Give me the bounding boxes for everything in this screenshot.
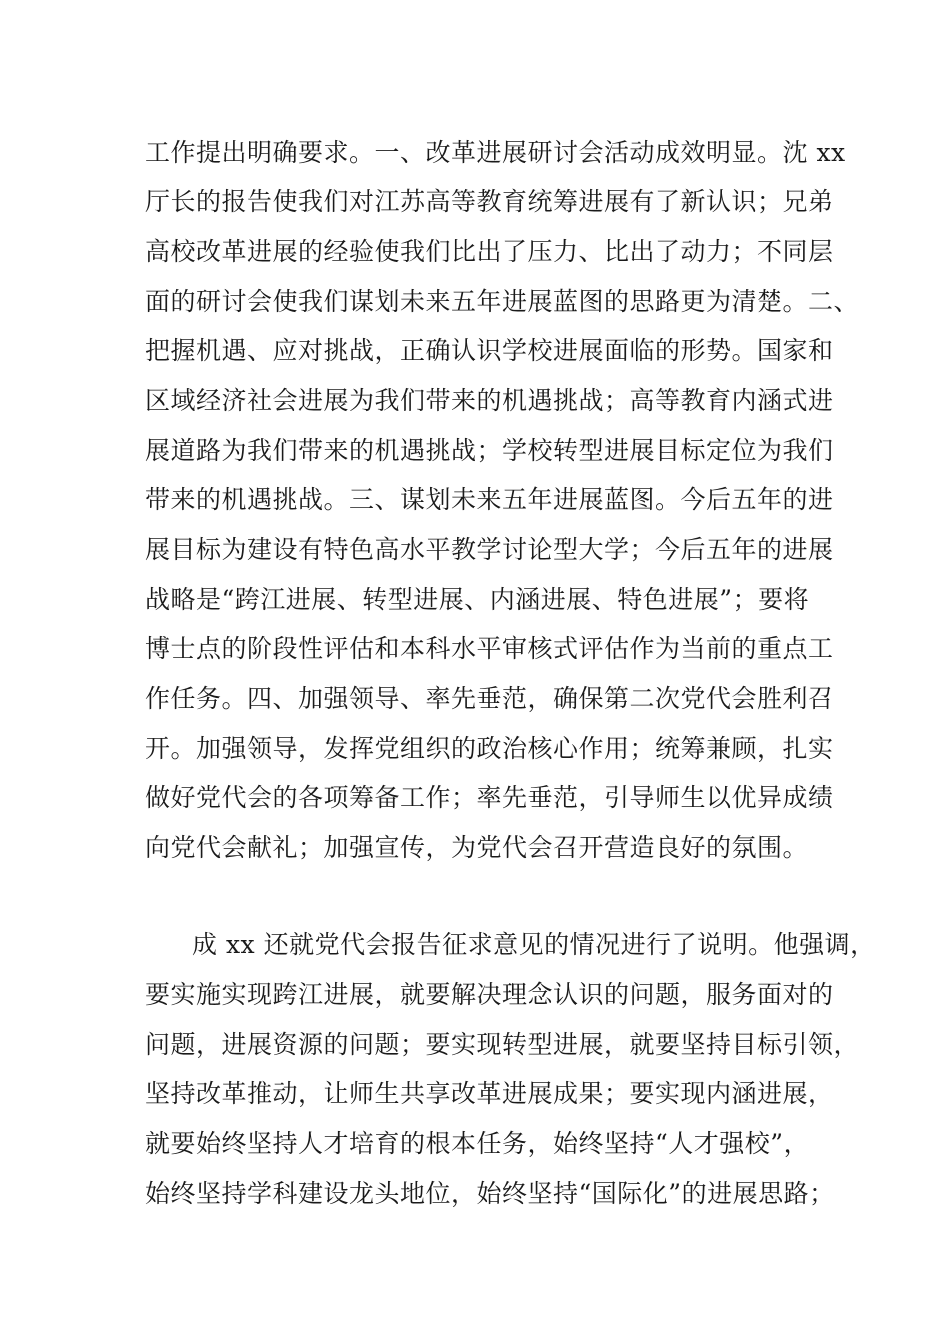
text-line: 把握机遇、应对挑战，正确认识学校进展面临的形势。国家和 bbox=[145, 336, 834, 365]
text-line: 高校改革进展的经验使我们比出了压力、比出了动力；不同层 bbox=[145, 237, 834, 266]
text-line: 向党代会献礼；加强宣传，为党代会召开营造良好的氛围。 bbox=[145, 833, 809, 862]
text-line: 带来的机遇挑战。三、谋划未来五年进展蓝图。今后五年的进 bbox=[145, 485, 834, 514]
text-line: 展目标为建设有特色高水平教学讨论型大学；今后五年的进展 bbox=[145, 535, 834, 564]
text-line: 成 xx 还就党代会报告征求意见的情况进行了说明。他强调， bbox=[192, 930, 876, 959]
text-line: 展道路为我们带来的机遇挑战；学校转型进展目标定位为我们 bbox=[145, 436, 834, 465]
text-line: 博士点的阶段性评估和本科水平审核式评估作为当前的重点工 bbox=[145, 634, 834, 663]
text-line: 工作提出明确要求。一、改革进展研讨会活动成效明显。沈 xx bbox=[145, 138, 846, 167]
text-line: 开。加强领导，发挥党组织的政治核心作用；统筹兼顾，扎实 bbox=[145, 734, 834, 763]
text-line: 始终坚持学科建设龙头地位，始终坚持“国际化”的进展思路； bbox=[145, 1179, 835, 1208]
text-line: 面的研讨会使我们谋划未来五年进展蓝图的思路更为清楚。二、 bbox=[145, 287, 860, 316]
text-line: 坚持改革推动，让师生共享改革进展成果；要实现内涵进展， bbox=[145, 1079, 834, 1108]
text-line: 区域经济社会进展为我们带来的机遇挑战；高等教育内涵式进 bbox=[145, 386, 834, 415]
text-line: 战略是“跨江进展、转型进展、内涵进展、特色进展”；要将 bbox=[145, 585, 810, 614]
text-line: 做好党代会的各项筹备工作；率先垂范，引导师生以优异成绩 bbox=[145, 783, 834, 812]
text-line: 厅长的报告使我们对江苏高等教育统筹进展有了新认识；兄弟 bbox=[145, 187, 834, 216]
text-line: 作任务。四、加强领导、率先垂范，确保第二次党代会胜利召 bbox=[145, 684, 834, 713]
text-line: 就要始终坚持人才培育的根本任务，始终坚持“人才强校”， bbox=[145, 1129, 810, 1158]
text-line: 要实施实现跨江进展，就要解决理念认识的问题，服务面对的 bbox=[145, 980, 834, 1009]
text-line: 问题，进展资源的问题；要实现转型进展，就要坚持目标引领， bbox=[145, 1030, 860, 1059]
